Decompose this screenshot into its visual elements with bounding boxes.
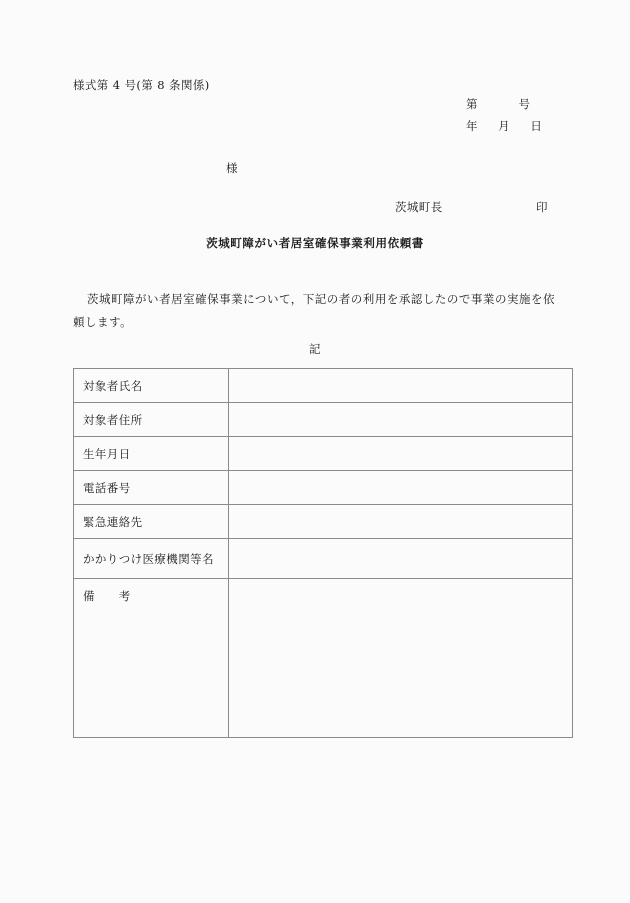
seal-mark-icon: 印 [536,200,548,214]
row-label-subject-address: 対象者住所 [74,403,229,437]
row-value-remarks[interactable] [229,579,573,738]
row-label-family-doctor: かかりつけ医療機関等名 [74,539,229,579]
table-row [74,579,573,738]
row-value-family-doctor[interactable] [229,539,573,579]
table-row [74,505,573,539]
record-mark: 記 [309,342,321,356]
row-value-phone-number[interactable] [229,471,573,505]
row-label-phone-number: 電話番号 [74,471,229,505]
table-row [74,539,573,579]
document-date-line: 年 月 日 [466,119,543,133]
applicant-details-table [73,368,573,738]
addressee-honorific: 様 [226,161,238,175]
body-paragraph: 茨城町障がい者居室確保事業について，下記の者の利用を承認したので事業の実施を依頼します。 [73,292,555,329]
row-value-emergency-contact[interactable] [229,505,573,539]
row-label-subject-name: 対象者氏名 [74,369,229,403]
table-row [74,369,573,403]
form-number: 様式第 4 号(第 8 条関係) [73,78,210,92]
issuer-name: 茨城町長 [395,200,443,214]
row-label-remarks: 備 考 [74,579,229,738]
row-value-subject-address[interactable] [229,403,573,437]
row-value-birthdate[interactable] [229,437,573,471]
row-label-birthdate: 生年月日 [74,437,229,471]
page-title: 茨城町障がい者居室確保事業利用依頼書 [206,236,424,250]
table-row [74,471,573,505]
row-label-emergency-contact: 緊急連絡先 [74,505,229,539]
document-number-line: 第 号 [466,97,531,111]
row-value-subject-name[interactable] [229,369,573,403]
table-row [74,437,573,471]
table-row [74,403,573,437]
